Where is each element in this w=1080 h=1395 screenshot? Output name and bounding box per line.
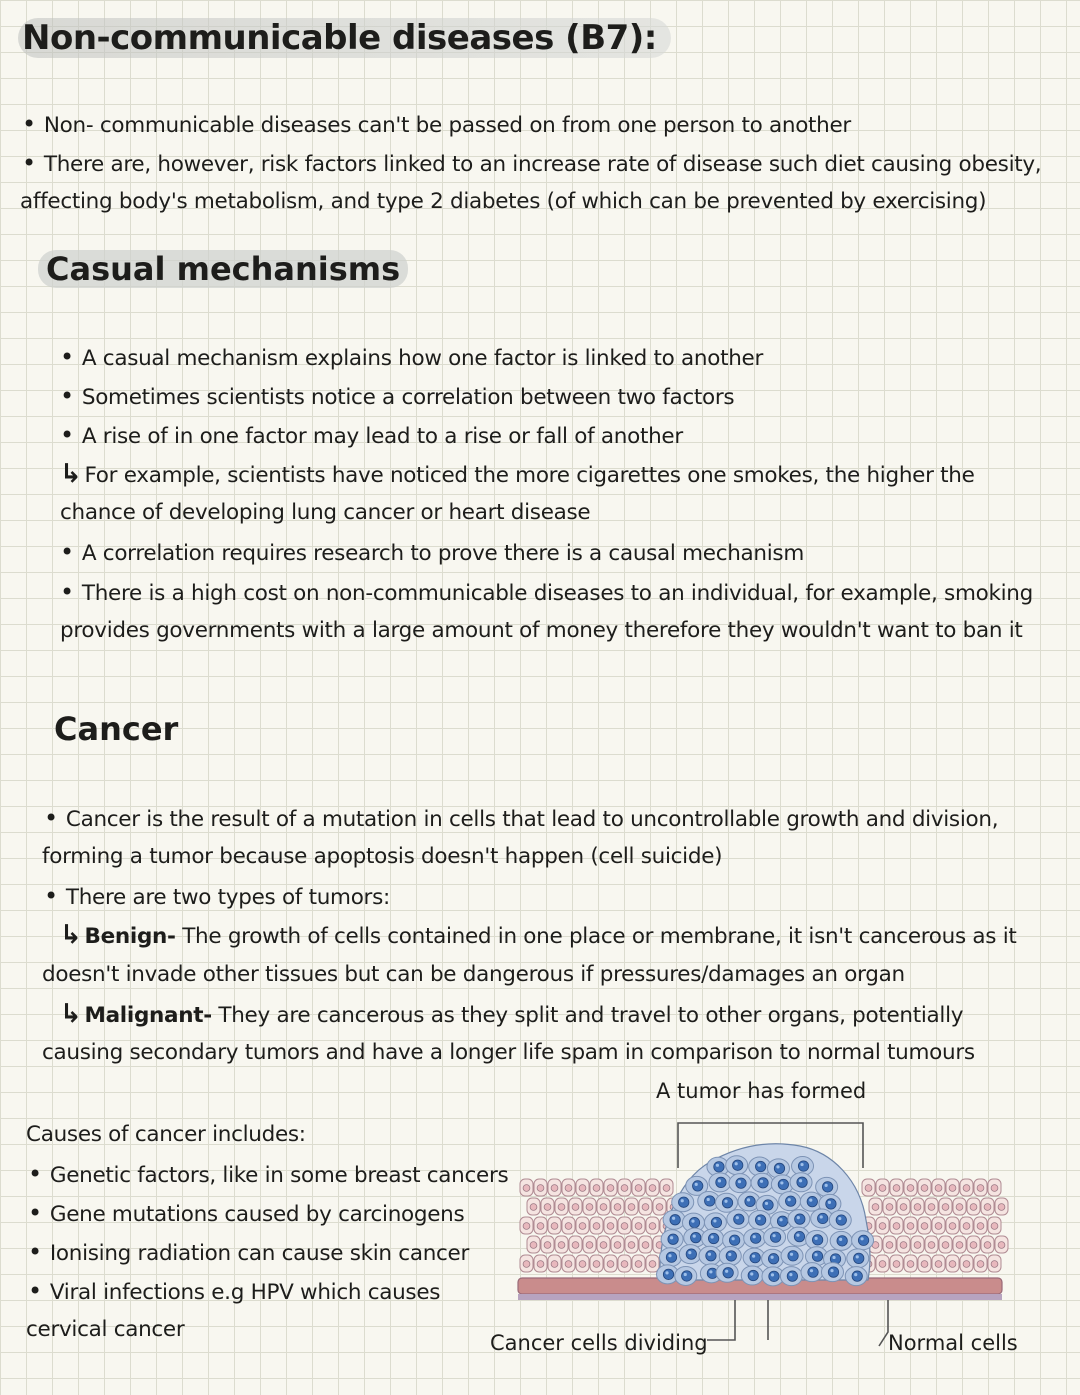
normal-cell <box>869 1198 882 1215</box>
normal-cell <box>974 1217 987 1234</box>
intro-line-3: affecting body's metabolism, and type 2 diabetes (of which can be prevented by exercising) <box>20 189 987 214</box>
normal-cell <box>946 1217 959 1234</box>
cancer-cell <box>801 1263 823 1282</box>
normal-cell <box>939 1198 952 1215</box>
membrane-base <box>518 1294 1002 1300</box>
cancer-cell <box>719 1246 741 1265</box>
cancer-cell <box>762 1249 784 1268</box>
normal-cell <box>646 1179 659 1196</box>
normal-cell <box>562 1217 575 1234</box>
causal-bullet-5: • There is a high cost on non-communicable diseases to an individual, for example, smoking <box>60 577 1033 609</box>
normal-cell <box>618 1217 631 1234</box>
normal-cell <box>646 1217 659 1234</box>
causal-bullet-5-cont: provides governments with a large amount of money therefore they wouldn't want to ban it <box>60 618 1023 643</box>
normal-cell <box>862 1179 875 1196</box>
normal-cell <box>925 1236 938 1253</box>
normal-cell <box>618 1255 631 1272</box>
cancer-cell <box>679 1245 701 1264</box>
section-heading-cancer: Cancer <box>54 710 179 748</box>
arrow-icon: ↳ <box>60 459 82 489</box>
benign-line-cont: doesn't invade other tissues but can be dangerous if pressures/damages an organ <box>42 962 905 987</box>
normal-cell <box>597 1198 610 1215</box>
causal-example-line-2: chance of developing lung cancer or heart disease <box>60 500 591 525</box>
cancer-cell <box>779 1192 801 1211</box>
normal-cell <box>604 1217 617 1234</box>
page-title: Non-communicable diseases (B7): <box>18 18 671 58</box>
normal-cell <box>653 1198 666 1215</box>
normal-cell <box>995 1236 1008 1253</box>
cancer-cell <box>830 1231 852 1250</box>
normal-cell <box>925 1198 938 1215</box>
normal-cell <box>960 1255 973 1272</box>
cancer-cell <box>716 1193 738 1212</box>
cancer-bullet-1: • Cancer is the result of a mutation in cells that lead to uncontrollable growth and division, <box>44 803 998 835</box>
normal-cell <box>904 1255 917 1272</box>
cancer-cell <box>781 1246 803 1265</box>
normal-cell <box>632 1179 645 1196</box>
causal-bullet-1: • A casual mechanism explains how one factor is linked to another <box>60 342 763 374</box>
normal-cell <box>876 1255 889 1272</box>
cancer-cell <box>699 1246 721 1265</box>
benign-term: Benign- <box>84 924 176 949</box>
normal-cell <box>904 1217 917 1234</box>
normal-cell <box>562 1179 575 1196</box>
label-cancer-cells-dividing: Cancer cells dividing <box>490 1331 708 1355</box>
normal-cell <box>618 1179 631 1196</box>
causes-title: Causes of cancer includes: <box>26 1122 306 1147</box>
normal-cell <box>890 1255 903 1272</box>
malignant-line: ↳ Malignant- They are cancerous as they split and travel to other organs, potentially <box>60 999 964 1029</box>
normal-cell <box>988 1255 1001 1272</box>
cancer-cell <box>709 1173 731 1192</box>
cancer-cell <box>821 1263 843 1282</box>
normal-cell <box>639 1198 652 1215</box>
cancer-cell <box>790 1173 812 1192</box>
normal-cell <box>548 1217 561 1234</box>
normal-cell <box>932 1217 945 1234</box>
arrow-icon: ↳ <box>60 999 82 1029</box>
normal-cell <box>911 1198 924 1215</box>
normal-cell <box>569 1198 582 1215</box>
normal-cell <box>625 1198 638 1215</box>
cancer-cell <box>816 1177 838 1196</box>
normal-cell <box>548 1255 561 1272</box>
normal-cell <box>632 1255 645 1272</box>
cancer-bullet-2: • There are two types of tumors: <box>44 881 390 913</box>
normal-cell <box>897 1198 910 1215</box>
cancer-cell <box>847 1249 869 1268</box>
normal-cell <box>988 1179 1001 1196</box>
cancer-cell <box>726 1156 748 1175</box>
normal-cell <box>953 1236 966 1253</box>
cause-item-2: • Gene mutations caused by carcinogens <box>28 1198 464 1230</box>
cancer-cell <box>829 1211 851 1230</box>
normal-cell <box>946 1255 959 1272</box>
normal-cell <box>541 1198 554 1215</box>
normal-cell <box>569 1236 582 1253</box>
cancer-cell <box>672 1193 694 1212</box>
normal-cell <box>639 1236 652 1253</box>
normal-cell <box>953 1198 966 1215</box>
cancer-cell <box>729 1174 751 1193</box>
normal-cell <box>534 1179 547 1196</box>
cancer-cell <box>780 1267 802 1286</box>
normal-cell <box>876 1179 889 1196</box>
cancer-cell <box>663 1210 685 1229</box>
intro-bullet-1: • Non- communicable diseases can't be passed on from one person to another <box>22 109 851 141</box>
normal-cell <box>590 1255 603 1272</box>
normal-cell <box>527 1198 540 1215</box>
cancer-cell <box>675 1266 697 1285</box>
normal-cell <box>548 1179 561 1196</box>
normal-cell <box>967 1198 980 1215</box>
normal-cell <box>883 1236 896 1253</box>
normal-cell <box>876 1217 889 1234</box>
normal-cell <box>604 1255 617 1272</box>
tumor-cells <box>657 1144 874 1286</box>
normal-cell <box>939 1236 952 1253</box>
cancer-cell <box>661 1230 683 1249</box>
causal-bullet-4: • A correlation requires research to prove there is a causal mechanism <box>60 537 804 569</box>
normal-cell <box>520 1179 533 1196</box>
normal-cell <box>918 1179 931 1196</box>
tumor-diagram <box>510 1110 1010 1350</box>
normal-cell <box>911 1236 924 1253</box>
normal-cell <box>555 1198 568 1215</box>
cancer-cell <box>751 1173 773 1192</box>
normal-cell <box>890 1217 903 1234</box>
label-normal-cells: Normal cells <box>888 1331 1018 1355</box>
normal-cell <box>960 1179 973 1196</box>
normal-cell <box>625 1236 638 1253</box>
cancer-bullet-1-cont: forming a tumor because apoptosis doesn't happen (cell suicide) <box>42 844 723 869</box>
cancer-cell <box>716 1263 738 1282</box>
cancer-cell <box>702 1229 724 1248</box>
normal-cell <box>583 1198 596 1215</box>
normal-cell <box>576 1217 589 1234</box>
cancer-cell <box>727 1210 749 1229</box>
normal-cell <box>576 1179 589 1196</box>
cause-item-4-cont: cervical cancer <box>26 1317 185 1342</box>
cancer-cell <box>741 1266 763 1285</box>
normal-cell <box>897 1236 910 1253</box>
normal-cell <box>520 1217 533 1234</box>
normal-cell <box>597 1236 610 1253</box>
cancer-cell <box>764 1228 786 1247</box>
cause-item-3: • Ionising radiation can cause skin cancer <box>28 1237 469 1269</box>
normal-cell <box>534 1255 547 1272</box>
normal-cell <box>555 1236 568 1253</box>
normal-cell <box>995 1198 1008 1215</box>
normal-cell <box>576 1255 589 1272</box>
cancer-cell <box>845 1267 867 1286</box>
normal-cell <box>646 1255 659 1272</box>
malignant-term: Malignant- <box>84 1003 212 1028</box>
normal-cell <box>974 1255 987 1272</box>
normal-cell <box>932 1179 945 1196</box>
causal-bullet-2: • Sometimes scientists notice a correlation between two factors <box>60 381 734 413</box>
cause-item-4: • Viral infections e.g HPV which causes <box>28 1276 440 1308</box>
normal-cell <box>988 1217 1001 1234</box>
normal-cell <box>946 1179 959 1196</box>
intro-bullet-2: • There are, however, risk factors linked to an increase rate of disease such diet causing obesity, <box>22 148 1041 180</box>
normal-cell <box>527 1236 540 1253</box>
causal-example-line-1: ↳ For example, scientists have noticed the more cigarettes one smokes, the higher the <box>60 459 975 489</box>
normal-cell <box>918 1255 931 1272</box>
section-heading-casual: Casual mechanisms <box>38 250 408 288</box>
normal-cell <box>981 1198 994 1215</box>
normal-cell <box>932 1255 945 1272</box>
normal-cell <box>981 1236 994 1253</box>
normal-cell <box>611 1198 624 1215</box>
label-tumor-formed: A tumor has formed <box>656 1079 867 1103</box>
cancer-cell <box>852 1231 874 1250</box>
normal-cell <box>590 1217 603 1234</box>
normal-cell <box>660 1179 673 1196</box>
causal-bullet-3: • A rise of in one factor may lead to a rise or fall of another <box>60 420 683 452</box>
normal-cell <box>883 1198 896 1215</box>
normal-cell <box>974 1179 987 1196</box>
normal-cell <box>611 1236 624 1253</box>
normal-cell <box>960 1217 973 1234</box>
normal-cell <box>967 1236 980 1253</box>
normal-cell <box>904 1179 917 1196</box>
normal-cell <box>562 1255 575 1272</box>
cause-item-1: • Genetic factors, like in some breast cancers <box>28 1159 508 1191</box>
cancer-cell <box>744 1229 766 1248</box>
cancer-cell <box>659 1248 681 1267</box>
normal-cell <box>520 1255 533 1272</box>
normal-cell <box>534 1217 547 1234</box>
normal-cell <box>918 1217 931 1234</box>
normal-cell <box>604 1179 617 1196</box>
arrow-icon: ↳ <box>60 920 82 950</box>
normal-cell <box>890 1179 903 1196</box>
normal-cell <box>632 1217 645 1234</box>
normal-cell <box>590 1179 603 1196</box>
cancer-cell <box>749 1211 771 1230</box>
normal-cell <box>583 1236 596 1253</box>
benign-line: ↳ Benign- The growth of cells contained in one place or membrane, it isn't cancerous as it <box>60 920 1017 950</box>
normal-cell <box>541 1236 554 1253</box>
malignant-line-cont: causing secondary tumors and have a longer life spam in comparison to normal tumours <box>42 1040 975 1065</box>
cancer-cell <box>788 1210 810 1229</box>
